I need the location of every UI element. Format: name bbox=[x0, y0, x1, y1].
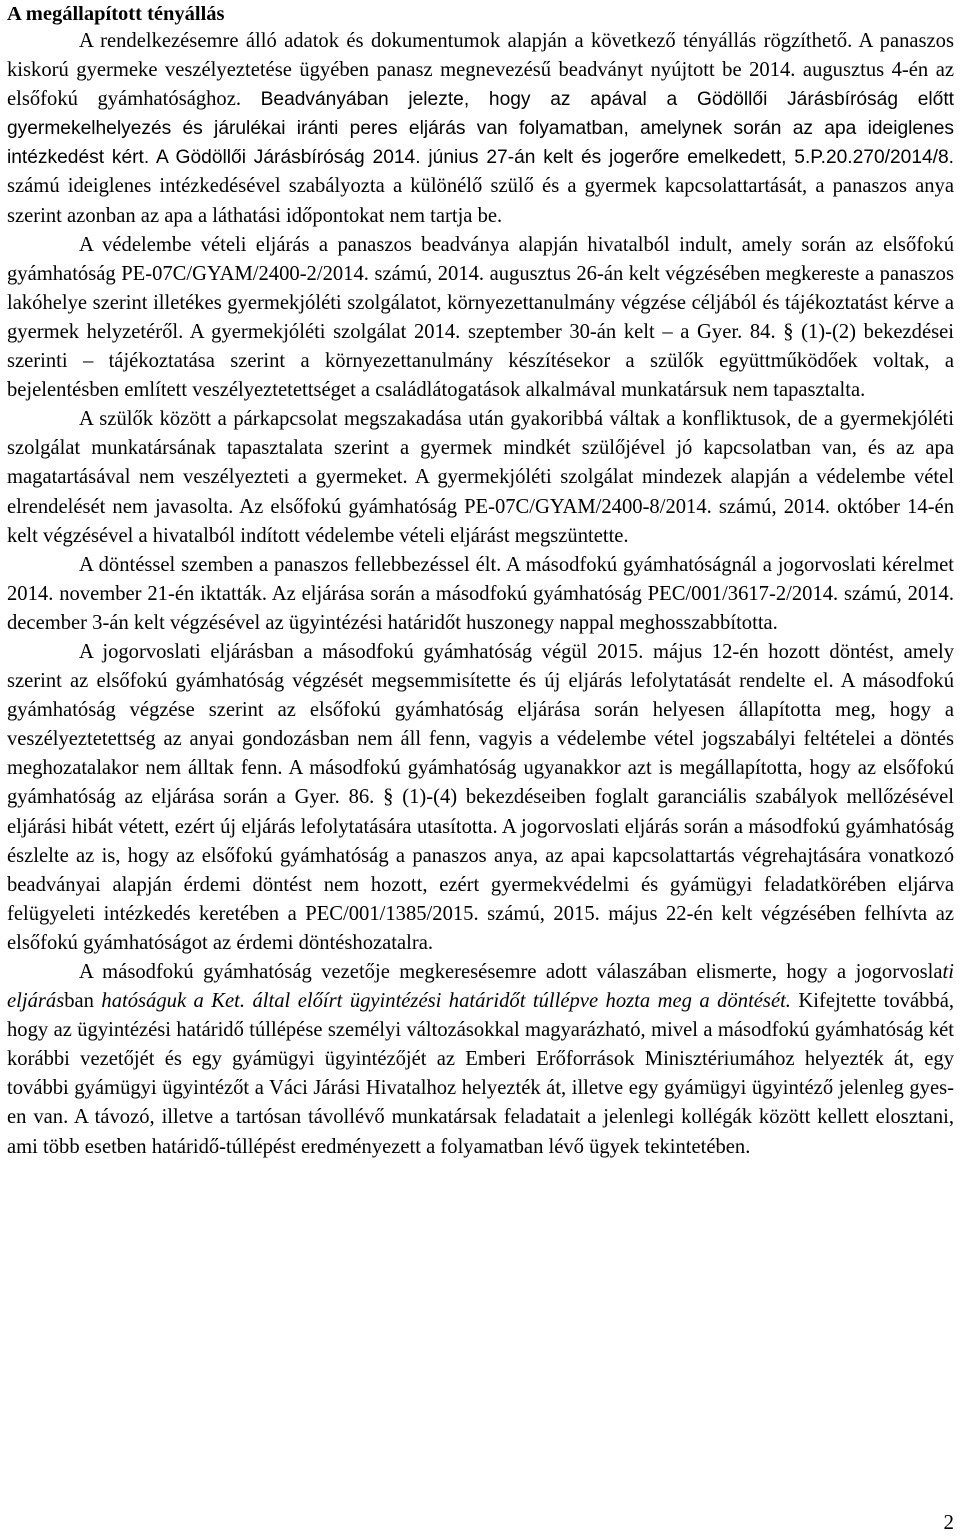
section-heading: A megállapított tényállás bbox=[7, 3, 225, 25]
paragraph-6-part-c: ban bbox=[64, 990, 102, 1013]
paragraph-1-part-c: számú ideiglenes intézkedésével szabályozta a különélő szülő és a gyermek kapcsolattartását, a panaszos anya szerint azonban az apa a láthatási időpontokat nem tartja be. bbox=[7, 175, 954, 227]
paragraph-4: A döntéssel szemben a panaszos fellebbezéssel élt. A másodfokú gyámhatóságnál a jogorvoslati kérelmet 2014. november 21-én iktatták. Az eljárása során a másodfokú gyámhatóság PEC/001/3617-2/2014. számú, 2014. december 3-án kelt végzésével az ügyintézési határidőt huszonegy nappal meghosszabbította. bbox=[7, 553, 954, 634]
document-page bbox=[7, 0, 954, 1162]
page-number: 2 bbox=[943, 1510, 954, 1534]
paragraph-1-part-b: Beadványában jelezte, hogy az apával a Gödöllői Járásbíróság előtt gyermekelhelyezés és járulékai iránti peres eljárás van folyamatban, amelynek során az apa ideiglenes intézkedést kért. A Gödöllői Járásbíróság 2014. június 27-án kelt és jogerőre emelkedett, 5.P.20.270/2014/8. bbox=[7, 89, 955, 169]
paragraph-1-part-a: A rendelkezésemre álló adatok és dokumentumok alapján a következő tényállás rögzíthető. A panaszos kiskorú gyermeke veszélyeztetése ügyében panasz megnevezésű beadványt nyújtott be 2014. augusztus 4-én az elsőfokú gyámhatósághoz. bbox=[7, 30, 954, 111]
paragraph-1 bbox=[7, 27, 954, 231]
paragraph-6-italic-1: ti eljárás bbox=[7, 961, 954, 1013]
paragraph-2: A védelembe vételi eljárás a panaszos beadványa alapján hivatalból indult, amely során az elsőfokú gyámhatóság PE-07C/GYAM/2400-2/2014. számú, 2014. augusztus 26-án kelt végzésében megkereste a panaszos lakóhelye szerint illetékes gyermekjóléti szolgálatot, környezettanulmány végzése céljából és tájékoztatást kérve a gyermek helyzetéről. A gyermekjóléti szolgálat 2014. szeptember 30-án kelt – a Gyer. 84. § (1)-(2) bekezdései szerinti – tájékoztatása szerint a környezettanulmány készítésekor a szülők együttműködőek voltak, a bejelentésben említett veszélyeztetettséget a családlátogatások alkalmával munkatársuk nem tapasztalta. bbox=[7, 233, 954, 402]
paragraph-5: A jogorvoslati eljárásban a másodfokú gyámhatóság végül 2015. május 12-én hozott döntést, amely szerint az elsőfokú gyámhatóság végzését megsemmisítette és új eljárás lefolytatását rendelte el. A másodfokú gyámhatóság végzése szerint az elsőfokú gyámhatóság eljárása során helyesen állapította meg, hogy a veszélyeztetettség az anyai gondozásban nem áll fenn, vagyis a védelembe vétel jogszabályi feltételei a döntés meghozatalakor nem álltak fenn. A másodfokú gyámhatóság ugyanakkor azt is megállapította, hogy az elsőfokú gyámhatóság az eljárása során a Gyer. 86. § (1)-(4) bekezdéseiben foglalt garanciális szabályok mellőzésével eljárási hibát vétett, ezért új eljárás lefolytatására utasította. A jogorvoslati eljárás során a másodfokú gyámhatóság észlelte az is, hogy az elsőfokú gyámhatóság a panaszos anya, az apai kapcsolattartás végrehajtására vonatkozó beadványai alapján érdemi döntést nem hozott, ezért gyermekvédelmi és gyámügyi feladatkörében eljárva felügyeleti intézkedés keretében a PEC/001/1385/2015. számú, 2015. május 22-én kelt végzésében felhívta az elsőfokú gyámhatóságot az érdemi döntéshozatalra. bbox=[7, 640, 954, 954]
paragraph-6 bbox=[7, 958, 954, 1162]
paragraph-6-part-a: A másodfokú gyámhatóság vezetője megkeresésemre adott válaszában elismerte, hogy a jogorvosla bbox=[79, 961, 943, 983]
paragraph-3: A szülők között a párkapcsolat megszakadása után gyakoribbá váltak a konfliktusok, de a gyermekjóléti szolgálat munkatársának tapasztalata szerint a gyermek mindkét szülőjével jó kapcsolatban van, és az apa magatartásával nem veszélyezteti a gyermeket. A gyermekjóléti szolgálat mindezek alapján a védelembe vétel elrendelését nem javasolta. Az elsőfokú gyámhatóság PE-07C/GYAM/2400-8/2014. számú, 2014. október 14-én kelt végzésével a hivatalból indított védelembe vételi eljárást megszüntette. bbox=[7, 408, 954, 547]
paragraph-6-italic-2: hatóságuk a Ket. által előírt ügyintézési határidőt túllépve hozta meg a döntését. bbox=[101, 990, 791, 1013]
paragraph-6-part-e: Kifejtette továbbá, hogy az ügyintézési határidő túllépése személyi változásokkal magyarázható, mivel a másodfokú gyámhatóság két korábbi vezetőjét és egy gyámügyi ügyintézőjét az Emberi Erőforrások Minisztériumához helyezték át, egy további gyámügyi ügyintézőt a Váci Járási Hivatalhoz helyezték át, illetve egy gyámügyi ügyintéző jelenleg gyes-en van. A távozó, illetve a tartósan távollévő munkatársak feladatait a jelenlegi kollégák között kellett elosztani, ami több esetben határidő-túllépést eredményezett a folyamatban lévő ügyek tekintetében. bbox=[7, 990, 954, 1158]
